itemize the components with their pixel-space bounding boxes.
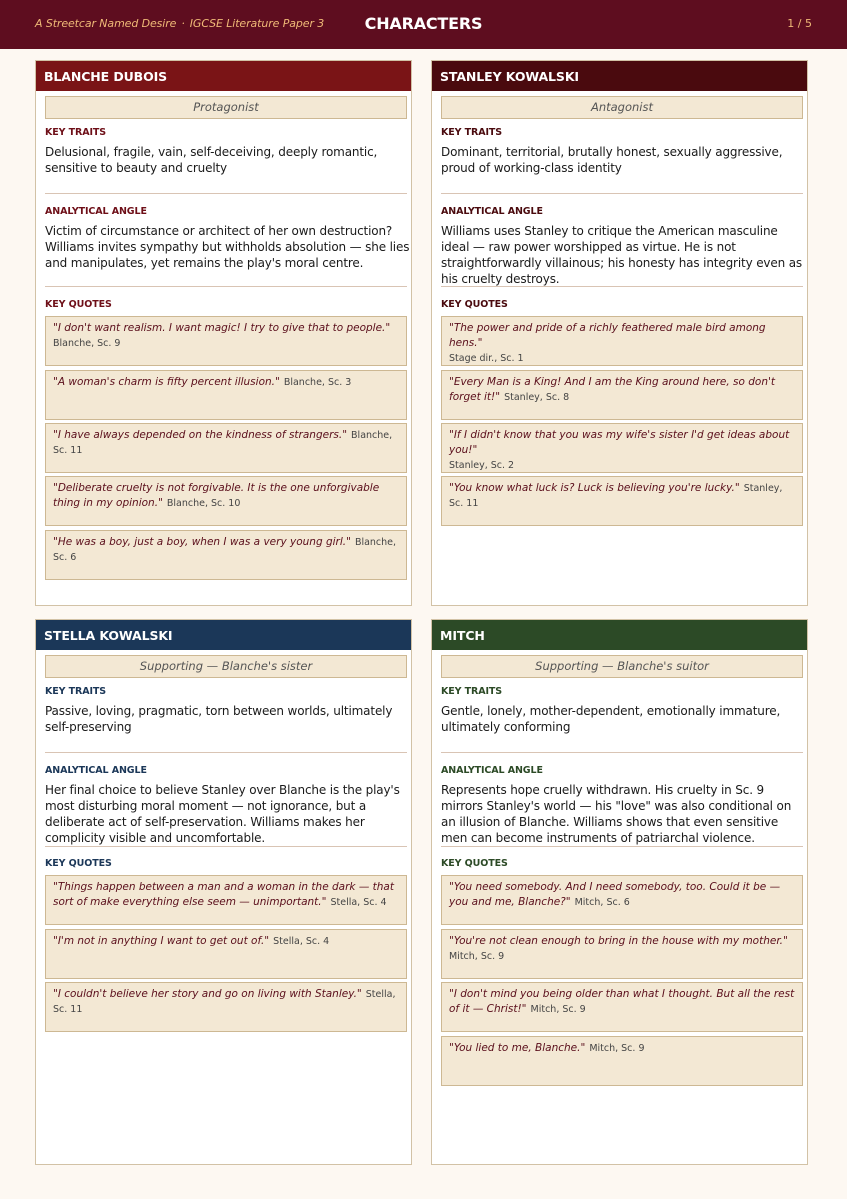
character-name: STELLA KOWALSKI	[36, 620, 411, 650]
section-divider	[45, 846, 407, 847]
analytical-angle-text: Her final choice to believe Stanley over Blanche is the play's most disturbing moral moment — not ignorance, but a deliberate act of self-preservation. Williams makes her complicity visible and uncomfortable.	[45, 783, 400, 845]
section-divider	[45, 752, 407, 753]
key-traits-label: KEY TRAITS	[45, 686, 107, 697]
quote-box	[45, 929, 407, 979]
analytical-angle-label: ANALYTICAL ANGLE	[45, 765, 147, 776]
quote-box	[45, 530, 407, 580]
character-role: Antagonist	[441, 96, 803, 119]
character-card-mitch	[431, 619, 808, 1165]
quote-source: Blanche, Sc. 11	[53, 430, 393, 456]
quote-box	[441, 875, 803, 925]
course-name: IGCSE Literature Paper 3	[189, 17, 325, 30]
subtitle-separator: ·	[181, 17, 185, 30]
character-card-stanley	[431, 60, 808, 606]
section-divider	[441, 286, 803, 287]
analytical-angle-label: ANALYTICAL ANGLE	[441, 765, 543, 776]
quote-box	[441, 929, 803, 979]
quote-text: "I'm not in anything I want to get out of."	[53, 935, 270, 947]
key-traits-label: KEY TRAITS	[441, 127, 503, 138]
quote-text: "Every Man is a King! And I am the King around here, so don't forget it!"	[449, 376, 775, 403]
key-traits-text: Gentle, lonely, mother-dependent, emotionally immature, ultimately conforming	[441, 704, 781, 734]
character-role: Protagonist	[45, 96, 407, 119]
quote-text: "I don't mind you being older than what I thought. But all the rest of it — Christ!"	[449, 988, 795, 1015]
quote-text: "Deliberate cruelty is not forgivable. It is the one unforgivable thing in my opinion."	[53, 482, 380, 509]
character-name: BLANCHE DUBOIS	[36, 61, 411, 91]
quote-source: Mitch, Sc. 9	[449, 951, 505, 962]
quote-source: Stanley, Sc. 2	[449, 460, 515, 471]
work-title: A Streetcar Named Desire	[35, 17, 177, 30]
quote-source: Blanche, Sc. 10	[166, 498, 241, 509]
section-divider	[441, 193, 803, 194]
quote-box	[441, 423, 803, 473]
quote-text: "The power and pride of a richly feathered male bird among hens."	[449, 322, 766, 349]
key-quotes-label: KEY QUOTES	[45, 858, 112, 869]
key-traits-text: Delusional, fragile, vain, self-deceiving, deeply romantic, sensitive to beauty and cruelty	[45, 145, 378, 175]
character-name: MITCH	[432, 620, 807, 650]
analytical-angle-label: ANALYTICAL ANGLE	[45, 206, 147, 217]
quote-text: "You know what luck is? Luck is believing you're lucky."	[449, 482, 740, 494]
quote-box	[45, 316, 407, 366]
quote-box	[441, 316, 803, 366]
section-divider	[45, 193, 407, 194]
header-bar	[0, 0, 847, 49]
key-traits-text: Dominant, territorial, brutally honest, sexually aggressive, proud of working-class identity	[441, 145, 783, 175]
quote-box	[45, 370, 407, 420]
quote-box	[441, 982, 803, 1032]
quote-source: Blanche, Sc. 3	[283, 377, 352, 388]
key-quotes-label: KEY QUOTES	[441, 299, 508, 310]
quote-text: "I couldn't believe her story and go on living with Stanley."	[53, 988, 362, 1000]
quote-box	[45, 476, 407, 526]
quote-box	[45, 982, 407, 1032]
analytical-angle-text: Williams uses Stanley to critique the American masculine ideal — raw power worshipped as virtue. He is not straightforwardly villainous; his honesty has integrity even as his cruelty destroys.	[441, 224, 803, 286]
quote-text: "I don't want realism. I want magic! I try to give that to people."	[53, 322, 391, 334]
quote-source: Blanche, Sc. 9	[53, 338, 121, 349]
quote-source: Stella, Sc. 4	[330, 897, 387, 908]
quote-text: "A woman's charm is fifty percent illusion."	[53, 376, 280, 388]
analytical-angle-label: ANALYTICAL ANGLE	[441, 206, 543, 217]
quote-source: Stella, Sc. 11	[53, 989, 396, 1015]
quote-source: Blanche, Sc. 6	[53, 537, 397, 563]
quote-box	[45, 423, 407, 473]
quote-box	[45, 875, 407, 925]
quote-text: "You're not clean enough to bring in the house with my mother."	[449, 935, 788, 947]
page-title: CHARACTERS	[364, 14, 483, 33]
quote-text: "He was a boy, just a boy, when I was a very young girl."	[53, 536, 351, 548]
key-quotes-label: KEY QUOTES	[441, 858, 508, 869]
quote-box	[441, 1036, 803, 1086]
section-divider	[45, 286, 407, 287]
quote-source: Stanley, Sc. 8	[504, 392, 570, 403]
character-name: STANLEY KOWALSKI	[432, 61, 807, 91]
quote-text: "Things happen between a man and a woman in the dark — that sort of make everything else seem — unimportant."	[53, 881, 394, 908]
character-card-stella	[35, 619, 412, 1165]
key-quotes-label: KEY QUOTES	[45, 299, 112, 310]
quote-source: Mitch, Sc. 6	[574, 897, 630, 908]
quote-text: "You need somebody. And I need somebody, too. Could it be — you and me, Blanche?"	[449, 881, 781, 908]
quote-source: Mitch, Sc. 9	[530, 1004, 586, 1015]
character-card-blanche	[35, 60, 412, 606]
quote-source: Stella, Sc. 4	[273, 936, 330, 947]
page-indicator: 1 / 5	[787, 17, 812, 30]
quote-text: "If I didn't know that you was my wife's sister I'd get ideas about you!"	[449, 429, 790, 456]
quote-text: "You lied to me, Blanche."	[449, 1042, 586, 1054]
key-traits-label: KEY TRAITS	[441, 686, 503, 697]
section-divider	[441, 752, 803, 753]
section-divider	[441, 846, 803, 847]
key-traits-text: Passive, loving, pragmatic, torn between worlds, ultimately self-preserving	[45, 704, 393, 734]
quote-box	[441, 476, 803, 526]
quote-source: Mitch, Sc. 9	[589, 1043, 645, 1054]
character-role: Supporting — Blanche's sister	[45, 655, 407, 678]
analytical-angle-text: Represents hope cruelly withdrawn. His cruelty in Sc. 9 mirrors Stanley's world — his "love" was also conditional on an illusion of Blanche. Williams shows that even sensitive men can become instruments of patriarchal violence.	[441, 783, 792, 845]
quote-source: Stage dir., Sc. 1	[449, 353, 524, 364]
quote-source: Stanley, Sc. 11	[449, 483, 783, 509]
key-traits-label: KEY TRAITS	[45, 127, 107, 138]
quote-box	[441, 370, 803, 420]
quote-text: "I have always depended on the kindness of strangers."	[53, 429, 348, 441]
character-role: Supporting — Blanche's suitor	[441, 655, 803, 678]
analytical-angle-text: Victim of circumstance or architect of her own destruction? Williams invites sympathy but withholds absolution — she lies and manipulates, yet remains the play's moral centre.	[45, 224, 410, 270]
